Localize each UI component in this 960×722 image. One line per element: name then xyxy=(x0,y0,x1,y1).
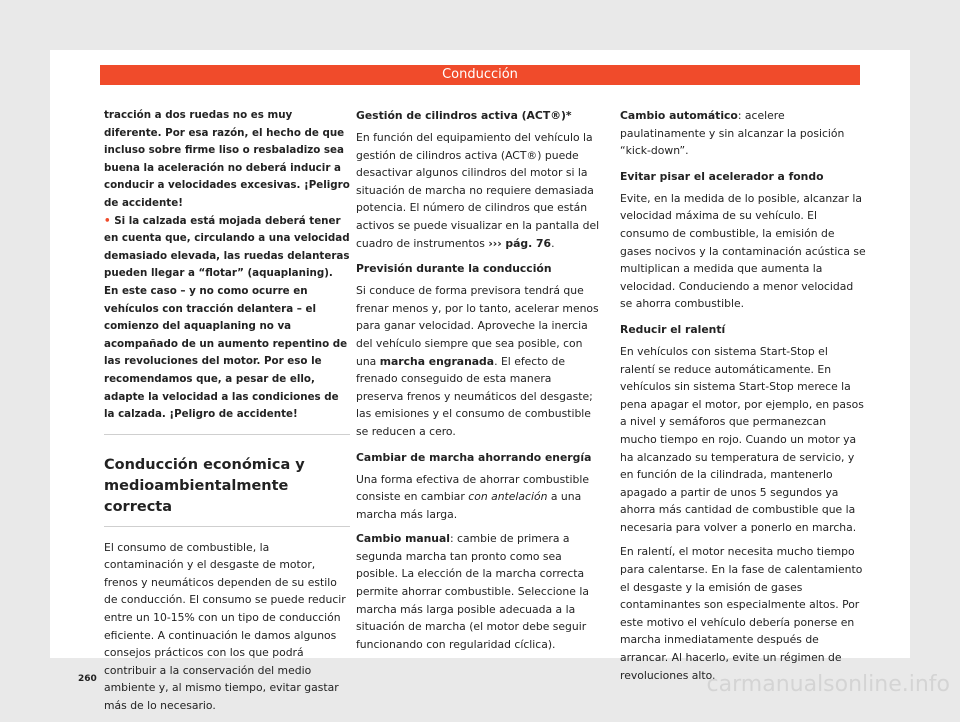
auto-label: Cambio automático xyxy=(620,109,738,122)
warning-paragraph-2-text: Si la calzada está mojada deberá tener en cuenta que, circulando a una velocidad demasiado elevada, las ruedas delanteras pueden llegar a “flotar” (aquaplaning). En este caso – y no como ocurre en vehículos con tracción delantera – el comienzo del aquaplaning no va acompañado de un aumento repentino de las revoluciones del motor. Por eso le recomendamos que, a pesar de ello, adapte la velocidad a las condiciones de la calzada. ¡Peligro de accidente! xyxy=(104,214,350,421)
heading-ralenti: Reducir el ralentí xyxy=(620,322,726,336)
prevision-text-a: Si conduce de forma previsora tendrá que frenar menos y, por lo tanto, acelerar menos para ganar velocidad. Aproveche la inercia del vehículo siempre que sea posible, con una xyxy=(356,284,599,368)
act-paragraph xyxy=(356,129,602,252)
column-left xyxy=(104,107,350,722)
heading-cambiar: Cambiar de marcha ahorrando energía xyxy=(356,450,592,464)
manual-paragraph xyxy=(356,530,602,653)
ralenti-paragraph-1: En vehículos con sistema Start-Stop el ralentí se reduce automáticamente. En vehículos sin sistema Start-Stop merece la pena apagar el motor, por ejemplo, en pasos a nivel y semáforos que permanezcan mucho tiempo en rojo. Cuando un motor ya ha alcanzado su temperatura de servicio, y en función de la cilindrada, mantenerlo apagado a partir de unos 5 segundos ya ahorra más cantidad de combustible que la necesaria para volver a ponerlo en marcha. xyxy=(620,344,864,534)
act-text: En función del equipamiento del vehículo la gestión de cilindros activa (ACT®) puede desactivar algunos cilindros del motor si la situación de marcha no requiere demasiada potencia. El número de cilindros que están activos se puede visualizar en la pantalla del cuadro de instrumentos xyxy=(356,131,600,250)
cambiar-paragraph xyxy=(356,471,602,524)
column-middle xyxy=(356,107,602,660)
act-end: . xyxy=(551,236,555,250)
evite-paragraph: Evite, en la medida de lo posible, alcanzar la velocidad máxima de su vehículo. El consumo de combustible, la emisión de gases nocivos y la contaminación acústica se multiplican a medida que aumenta la velocidad. Conduciendo a menor velocidad se ahorra combustible. xyxy=(620,191,866,311)
page-reference-link[interactable]: ››› pág. 76 xyxy=(488,236,552,250)
prevision-paragraph xyxy=(356,282,602,440)
ralenti-paragraph-2: En ralentí, el motor necesita mucho tiempo para calentarse. En la fase de calentamiento el desgaste y la emisión de gases contaminantes son especialmente altos. Por este motivo el vehículo debería ponerse en marcha inmediatamente después de arrancar. Al hacerlo, evite un régimen de revoluciones alto. xyxy=(620,545,863,682)
bullet-icon: • xyxy=(104,214,111,227)
warning-paragraph-1: tracción a dos ruedas no es muy diferente. Por esa razón, el hecho de que incluso sobre firme liso o resbaladizo sea buena la aceleración no deberá inducir a conducir a velocidades excesivas. ¡Peligro de accidente! xyxy=(104,109,350,209)
chapter-header: Conducción xyxy=(100,65,860,85)
manual-text: : cambie de primera a segunda marcha tan pronto como sea posible. La elección de la marcha correcta permite ahorrar combustible. Seleccione la marcha más larga posible adecuada a la situación de marcha (el motor debe seguir funcionando con regularidad cíclica). xyxy=(356,532,589,651)
prevision-text-c: . El efecto de frenado conseguido de esta manera preserva frenos y neumáticos del desgaste; las emisiones y el consumo de combustible se reducen a cero. xyxy=(356,354,593,438)
heading-evite: Evitar pisar el acelerador a fondo xyxy=(620,169,824,183)
cambiar-italic: con antelación xyxy=(468,490,548,504)
page-number: 260 xyxy=(78,674,97,684)
cambiar-text-a: Una forma efectiva de ahorrar combustible consiste en cambiar xyxy=(356,472,589,504)
cambiar-text-c: a una marcha más larga. xyxy=(356,490,582,521)
manual-label: Cambio manual xyxy=(356,532,450,546)
auto-text: : acelere paulatinamente y sin alcanzar la posición “kick-down”. xyxy=(620,109,845,158)
auto-paragraph xyxy=(620,107,866,160)
section-intro: El consumo de combustible, la contaminación y el desgaste de motor, frenos y neumáticos dependen de su estilo de conducción. El consumo se puede reducir entre un 10-15% con un tipo de conducción eficiente. A continuación le damos algunos consejos prácticos con los que podrá contribuir a la conservación del medio ambiente y, al mismo tiempo, evitar gastar más de lo necesario. xyxy=(104,540,346,713)
section-title: Conducción económica y medioambientalmente correcta xyxy=(104,455,350,527)
prevision-bold: marcha engranada xyxy=(379,354,495,368)
warning-box xyxy=(104,107,350,435)
heading-prevision: Previsión durante la conducción xyxy=(356,262,552,276)
heading-act: Gestión de cilindros activa (ACT®)* xyxy=(356,109,572,122)
column-right xyxy=(620,107,866,691)
warning-paragraph-2 xyxy=(104,213,350,424)
watermark-logo: carmanualsonline.info xyxy=(706,672,950,697)
